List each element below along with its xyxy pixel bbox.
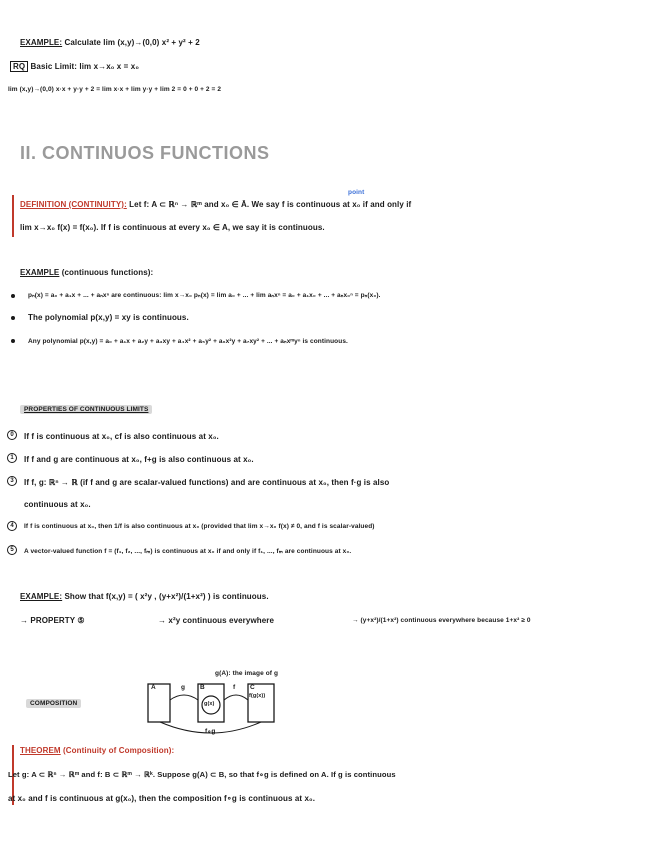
arrow-g-label: g [181, 684, 186, 691]
theorem-heading [20, 746, 174, 755]
theorem-line2: at x₀ and f is continuous at g(x₀), then the composition f∘g is continuous at x₀. [8, 794, 316, 803]
definition-text1: Let f: A ⊂ ℝⁿ → ℝᵐ and x₀ ∈ Ā. We say f is continuous at x₀ if and only if [129, 200, 412, 209]
property-number-icon: 1 [7, 453, 17, 463]
property-4: If f is continuous at x₀, then 1/f is also continuous at x₀ (provided that lim x→x₀ f(x) ≠ 0, and f is scalar-valued) [24, 523, 375, 530]
rq-tag: RQ [10, 61, 28, 72]
definition-annotation: point [348, 189, 365, 196]
arrow-fg-label: f∘g [205, 728, 216, 735]
example2-label: EXAMPLE [20, 268, 60, 277]
example2-item-2: The polynomial p(x,y) = xy is continuous. [28, 313, 189, 322]
example3-c3: → (y+x²)/(1+x²) continuous everywhere because 1+x² ≥ 0 [352, 617, 531, 624]
example2-suffix: (continuous functions): [61, 268, 154, 277]
example2-item-3: Any polynomial p(x,y) = a₀ + a₁x + a₂y + a₃xy + a₄x² + a₅y² + a₆x²y + a₇xy² + ... + aₙxᵐyⁿ is continuous. [28, 338, 348, 345]
property-number-icon: 3 [7, 476, 17, 486]
property-3: If f, g: ℝⁿ → ℝ (if f and g are scalar-valued functions) and are continuous at x₀, then f·g is also [24, 478, 390, 487]
example2-item-1: pₙ(x) = a₀ + a₁x + ... + aₙxⁿ are continuous: lim x→x₀ pₙ(x) = lim a₀ + ... + lim aₙxⁿ = a₀ + a₁x₀ + ... + aₙx₀ⁿ = pₙ(x₀). [28, 292, 381, 299]
bullet-icon [11, 339, 15, 343]
box-a-label: A [151, 684, 156, 691]
example1-text: Calculate lim (x,y)→(0,0) x² + y² + 2 [64, 38, 200, 47]
example2-heading [20, 268, 153, 277]
composition-caption: g(A): the image of g [215, 670, 279, 677]
bullet-icon [11, 294, 15, 298]
example3-label: EXAMPLE: [20, 592, 63, 601]
example1-line [20, 38, 200, 47]
definition-line2: lim x→x₀ f(x) = f(x₀). If f is continuous at every x₀ ∈ A, we say it is continuous. [20, 223, 325, 232]
arrow-f-label: f [233, 684, 236, 691]
example1-calc: lim (x,y)→(0,0) x·x + y·y + 2 = lim x·x + lim y·y + lim 2 = 0 + 0 + 2 = 2 [8, 86, 222, 93]
properties-heading-text: PROPERTIES OF CONTINUOUS LIMITS [20, 405, 152, 414]
box-c-sub: f(g(x)) [249, 693, 266, 699]
example3-c1: → PROPERTY ⑤ [20, 616, 85, 625]
definition-label: DEFINITION (CONTINUITY): [20, 200, 127, 209]
rq-line [10, 62, 139, 71]
theorem-line1: Let g: A ⊂ ℝⁿ → ℝᵐ and f: B ⊂ ℝᵐ → ℝᵏ. Suppose g(A) ⊂ B, so that f∘g is defined on A. If g is continuous [8, 770, 396, 779]
theorem-suffix: (Continuity of Composition): [63, 746, 175, 755]
property-5: A vector-valued function f = (f₁, f₂, ..., fₘ) is continuous at x₀ if and only if f₁, ..., fₘ are continuous at x₀. [24, 548, 352, 555]
property-3-cont: continuous at x₀. [24, 500, 91, 509]
definition-line1 [20, 200, 411, 209]
properties-heading [20, 406, 152, 413]
arrow-g [170, 695, 198, 700]
property-1: If f is continuous at x₀, cf is also continuous at x₀. [24, 432, 219, 441]
definition-bar [12, 195, 14, 237]
inner-label: g(x) [204, 701, 215, 707]
composition-label [26, 700, 81, 707]
property-2: If f and g are continuous at x₀, f+g is also continuous at x₀. [24, 455, 254, 464]
composition-label-text: COMPOSITION [26, 699, 81, 708]
arrow-f [224, 695, 248, 700]
theorem-label: THEOREM [20, 746, 61, 755]
rq-text: Basic Limit: lim x→x₀ x = x₀ [30, 62, 140, 71]
property-number-icon: 4 [7, 521, 17, 531]
property-number-icon: 0 [7, 430, 17, 440]
example1-label: EXAMPLE: [20, 38, 63, 47]
example3-line [20, 592, 269, 601]
box-c-label: C [250, 684, 255, 691]
example3-c2: → x²y continuous everywhere [158, 616, 275, 625]
bullet-icon [11, 316, 15, 320]
section-title: II. CONTINUOS FUNCTIONS [20, 143, 270, 163]
box-b-label: B [200, 684, 205, 691]
property-number-icon: 5 [7, 545, 17, 555]
example3-text: Show that f(x,y) = ( x²y , (y+x²)/(1+x²) ) is continuous. [64, 592, 269, 601]
